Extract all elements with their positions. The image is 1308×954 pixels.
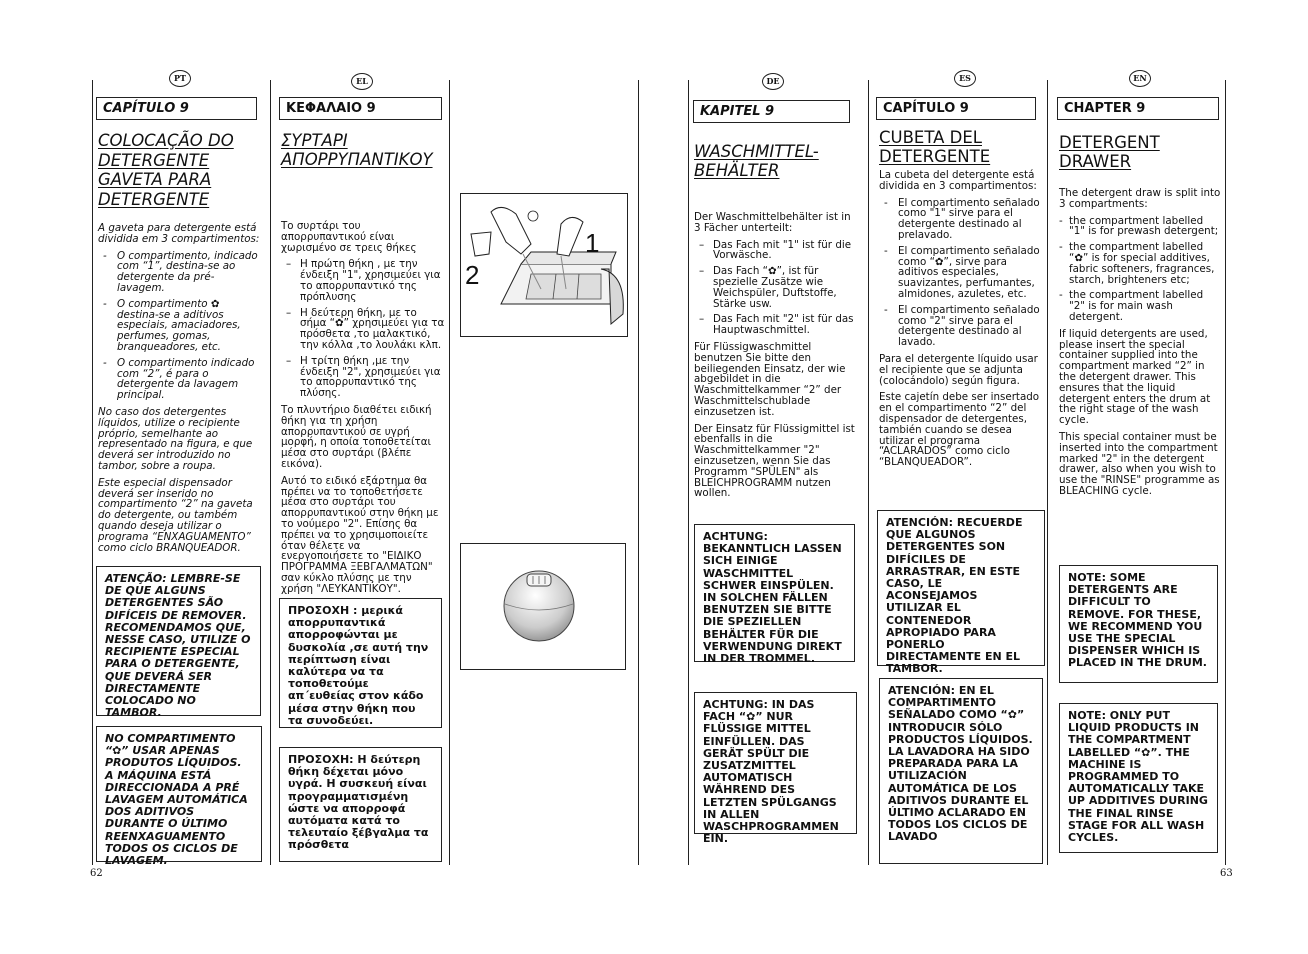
- body-text-en: [1059, 188, 1221, 503]
- list-item: - the compartment labelled "1" is for prewash detergent;: [1059, 214, 1219, 238]
- column-divider: [92, 80, 93, 865]
- page-number-left: 62: [90, 868, 103, 879]
- liquid-dispenser-figure: [460, 543, 626, 670]
- language-flag-pt: PT: [169, 70, 191, 87]
- list-item: – Das Fach mit "1" ist für die Vorwäsche.: [699, 238, 852, 262]
- paragraph: Für Flüssigwaschmittel benutzen Sie bitte den beiliegenden Einsatz, der wie abgebildet in die Waschmittelkammer “2” der Waschmittelschublade einzusetzen ist.: [694, 340, 846, 418]
- list-item: – Η πρώτη θήκη , με την ένδειξη "1", χρησιμεύει για το απορρυπαντικό της πρόπλυσης: [286, 258, 441, 303]
- compartment-list: [281, 259, 445, 399]
- chapter-heading-el: ΚΕΦΑΛΑΙΟ 9: [279, 97, 442, 120]
- language-flag-es: ES: [954, 70, 976, 87]
- body-text-es: [879, 170, 1042, 474]
- paragraph: Este cajetín debe ser insertado en el compartimento “2” del dispensador de detergentes, también cuando se desea utilizar el programa “ACLARADOS” como ciclo “BLANQUEADOR”.: [879, 391, 1040, 469]
- section-title-de: WASCHMITTEL-BEHÄLTER: [694, 142, 819, 180]
- list-item: - O compartimento ✿ destina-se a aditivos especiais, amaciadores, perfumes, gomas, branqueadores, etc.: [103, 297, 241, 353]
- column-divider: [688, 80, 689, 865]
- list-item: – Η δεύτερη θήκη, με το σήμα “✿” χρησιμεύει για τα πρόσθετα ,το μαλακτικό, την κόλλα ,το λουλάκι κλπ.: [286, 306, 445, 351]
- intro-text: A gaveta para detergente está dividida em 3 compartimentos:: [98, 222, 260, 245]
- chapter-heading-pt: CAPÍTULO 9: [96, 97, 257, 120]
- intro-text: La cubeta del detergente está dividida en 3 compartimentos:: [879, 169, 1037, 192]
- paragraph: If liquid detergents are used, please insert the special container supplied into the compartment marked “2” in the detergent drawer. This ensures that the liquid detergent enters the drum at the right stage of the wash cycle.: [1059, 327, 1211, 427]
- paragraph: Der Einsatz für Flüssigmittel ist ebenfalls in die Waschmittelkammer "2" einzusetzen, wenn Sie das Programm "SPÜLEN" als BLEICHPROGRAMM nutzen wollen.: [694, 422, 855, 500]
- intro-text: The detergent draw is split into 3 compartments:: [1059, 187, 1221, 210]
- section-title-pt: COLOCAÇÃO DO DETERGENTE GAVETA PARA DETERGENTE: [98, 131, 234, 209]
- section-title-es: CUBETA DEL DETERGENTE: [879, 128, 991, 166]
- note-box-pt: NO COMPARTIMENTO “✿” USAR APENAS PRODUTOS LÍQUIDOS. A MÁQUINA ESTÁ DIRECCIONADA A PRÉ LAVAGEM AUTOMÁTICA DOS ADITIVOS DURANTE O ÚLTIMO REENXAGUAMENTO TODOS OS CICLOS DE LAVAGEM.: [96, 726, 262, 862]
- column-divider: [1225, 80, 1226, 865]
- section-title-en: DETERGENT DRAWER: [1059, 133, 1160, 171]
- note-box-en: NOTE: ONLY PUT LIQUID PRODUCTS IN THE COMPARTMENT LABELLED “✿”. THE MACHINE IS PROGRAMMED TO AUTOMATICALLY TAKE UP ADDITIVES DURING THE FINAL RINSE STAGE FOR ALL WASH CYCLES.: [1059, 703, 1218, 853]
- chapter-heading-de: KAPITEL 9: [693, 100, 850, 123]
- list-item: - El compartimento señalado como “✿”, sirve para aditivos especiales, suavizantes, perfumantes, almidones, azuletes, etc.: [884, 244, 1040, 300]
- column-divider: [270, 80, 271, 865]
- language-flag-el: EL: [351, 73, 373, 90]
- list-item: - the compartment labelled "2" is for main wash detergent.: [1059, 289, 1204, 323]
- paragraph: This special container must be inserted into the compartment marked "2" in the detergent drawer, also when you wish to use the "RINSE" programme as BLEACHING cycle.: [1059, 430, 1220, 497]
- paragraph: Το πλυντήριο διαθέτει ειδική θήκη για τη χρήση απορρυπαντικού σε υγρή μορφή, η οποία τοποθετείται μέσα στο συρτάρι (βλέπε εικόνα).: [281, 403, 432, 470]
- column-divider: [1047, 80, 1048, 865]
- list-item: - the compartment labelled “✿” is for special additives, fabric softeners, fragrances, starch, brighteners etc;: [1059, 241, 1215, 286]
- detergent-drawer-figure: [460, 193, 628, 337]
- paragraph: Este especial dispensador deverá ser inserido no compartimento “2” na gaveta do detergente, ou também quando deseja utilizar o programa “ENXAGUAMENTO” como ciclo BRANQUEADOR.: [98, 476, 253, 554]
- intro-text: Το συρτάρι του απορρυπαντικού είναι χωρισμένο σε τρεις θήκες: [281, 220, 417, 254]
- list-item: – Das Fach “✿”, ist für spezielle Zusätze wie Weichspüler, Duftstoffe, Stärke usw.: [699, 265, 837, 310]
- section-title-el: ΣΥΡΤΑΡΙ ΑΠΟΡΡΥΠΑΝΤΙΚΟΥ: [281, 131, 433, 169]
- list-item: – Η τρίτη θήκη ,με την ένδειξη "2", χρησιμεύει για το απορρυπαντικό της πλύσης.: [286, 354, 441, 400]
- page-number-right: 63: [1220, 868, 1233, 879]
- column-divider: [868, 80, 869, 865]
- list-item: - O compartimento indicado com “2”, é para o detergente da lavagem principal.: [103, 356, 255, 402]
- column-divider: [449, 80, 450, 865]
- list-item: - El compartimento señalado como "1" sirve para el detergente destinado al prelavado.: [884, 196, 1040, 241]
- warning-box-pt: ATENÇÃO: LEMBRE-SE DE QUE ALGUNS DETERGENTES SÃO DIFÍCEIS DE REMOVER. RECOMENDAMOS QUE, NESSE CASO, UTILIZE O RECIPIENTE ESPECIAL PARA O DETERGENTE, QUE DEVERÁ SER DIRECTAMENTE COLOCADO NO TAMBOR.: [96, 566, 261, 716]
- language-flag-de: DE: [762, 73, 784, 90]
- list-item: – Das Fach mit "2" ist für das Hauptwaschmittel.: [699, 313, 854, 337]
- compartment-label-1: 1: [585, 228, 600, 258]
- warning-box-en: NOTE: SOME DETERGENTS ARE DIFFICULT TO REMOVE. FOR THESE, WE RECOMMEND YOU USE THE SPECIAL DISPENSER WHICH IS PLACED IN THE DRUM.: [1059, 565, 1218, 683]
- body-text-pt: [98, 223, 260, 559]
- warning-box-el: ΠΡΟΣΟΧΗ : μερικά απορρυπαντικά απορροφώνται με δυσκολία ,σε αυτή την περίπτωση είναι καλύτερα να τα τοποθετούμε απ΄ευθείας στον κάδο μέσα στην θήκη που τα συνοδεύει.: [279, 598, 442, 728]
- note-box-de: ACHTUNG: IN DAS FACH “✿” NUR FLÜSSIGE MITTEL EINFÜLLEN. DAS GERÄT SPÜLT DIE ZUSATZMITTEL AUTOMATISCH WÄHREND DES LETZTEN SPÜLGANGS IN ALLEN WASCHPROGRAMMEN EIN.: [694, 692, 857, 834]
- compartment-label-2: 2: [465, 260, 480, 290]
- liquid-dispenser-illustration: [461, 544, 625, 669]
- column-divider: [638, 80, 639, 865]
- detergent-drawer-illustration: [461, 194, 627, 336]
- list-item: - O compartimento, indicado com “1”, destina-se ao detergente da pré-lavagem.: [103, 249, 258, 294]
- compartment-list: [1059, 216, 1221, 323]
- compartment-list: [879, 198, 1042, 348]
- note-box-es: ATENCIÓN: EN EL COMPARTIMENTO SEÑALADO COMO “✿” INTRODUCIR SÓLO PRODUCTOS LÍQUIDOS. LA LAVADORA HA SIDO PREPARADA PARA LA UTILIZACIÓN AUTOMÁTICA DE LOS ADITIVOS DURANTE EL ÚLTIMO ACLARADO EN TODOS LOS CICLOS DE LAVADO: [879, 678, 1043, 864]
- list-item: - El compartimento señalado como "2" sirve para el detergente destinado al lavado.: [884, 303, 1040, 349]
- language-flag-en: EN: [1129, 70, 1151, 87]
- note-box-el: ΠΡΟΣΟΧΗ: Η δεύτερη θήκη δέχεται μόνο υγρά. Η συσκευή είναι προγραμματισμένη ώστε να απορροφά αυτόματα κατά το τελευταίο ξέβγαλμα τα πρόσθετα: [279, 747, 442, 862]
- chapter-heading-es: CAPÍTULO 9: [876, 97, 1036, 120]
- body-text-el: [281, 221, 445, 601]
- body-text-de: [694, 212, 857, 505]
- chapter-heading-en: CHAPTER 9: [1057, 97, 1219, 120]
- paragraph: Para el detergente líquido usar el recipiente que se adjunta (colocándolo) según figura.: [879, 352, 1038, 387]
- paragraph: Αυτό το ειδικό εξάρτημα θα πρέπει να το τοποθετήσετε μέσα στο συρτάρι του απορρυπαντικού στην θήκη με το νούμερο "2". Επίσης θα πρέπει να το χρησιμοποιείτε όταν θέλετε να ενεργοποιήσετε το "ΕΙΔΙΚΟ ΠΡΟΓΡΑΜΜΑ ΞΕΒΓΑΛΜΑΤΩΝ" σαν κύκλο πλύσης με την χρήση "ΛΕΥΚΑΝΤΙΚΟΥ".: [281, 474, 439, 595]
- warning-box-de: ACHTUNG: BEKANNTLICH LASSEN SICH EINIGE WASCHMITTEL SCHWER EINSPÜLEN. IN SOLCHEN FÄLLEN BENUTZEN SIE BITTE DIE SPEZIELLEN BEHÄLTER FÜR DIE VERWENDUNG DIREKT IN DER TROMMEL.: [694, 524, 855, 662]
- paragraph: No caso dos detergentes líquidos, utilize o recipiente próprio, semelhante ao representado na figura, e que deverá ser introduzido no tambor, sobre a roupa.: [98, 405, 253, 472]
- intro-text: Der Waschmittelbehälter ist in 3 Fächer unterteilt:: [694, 211, 851, 234]
- compartment-list: [98, 251, 260, 401]
- compartment-list: [694, 240, 857, 336]
- warning-box-es: ATENCIÓN: RECUERDE QUE ALGUNOS DETERGENTES SON DIFÍCILES DE ARRASTRAR, EN ESTE CASO, LE ACONSEJAMOS UTILIZAR EL CONTENEDOR APROPIADO PARA PONERLO DIRECTAMENTE EN EL TAMBOR.: [877, 510, 1045, 666]
